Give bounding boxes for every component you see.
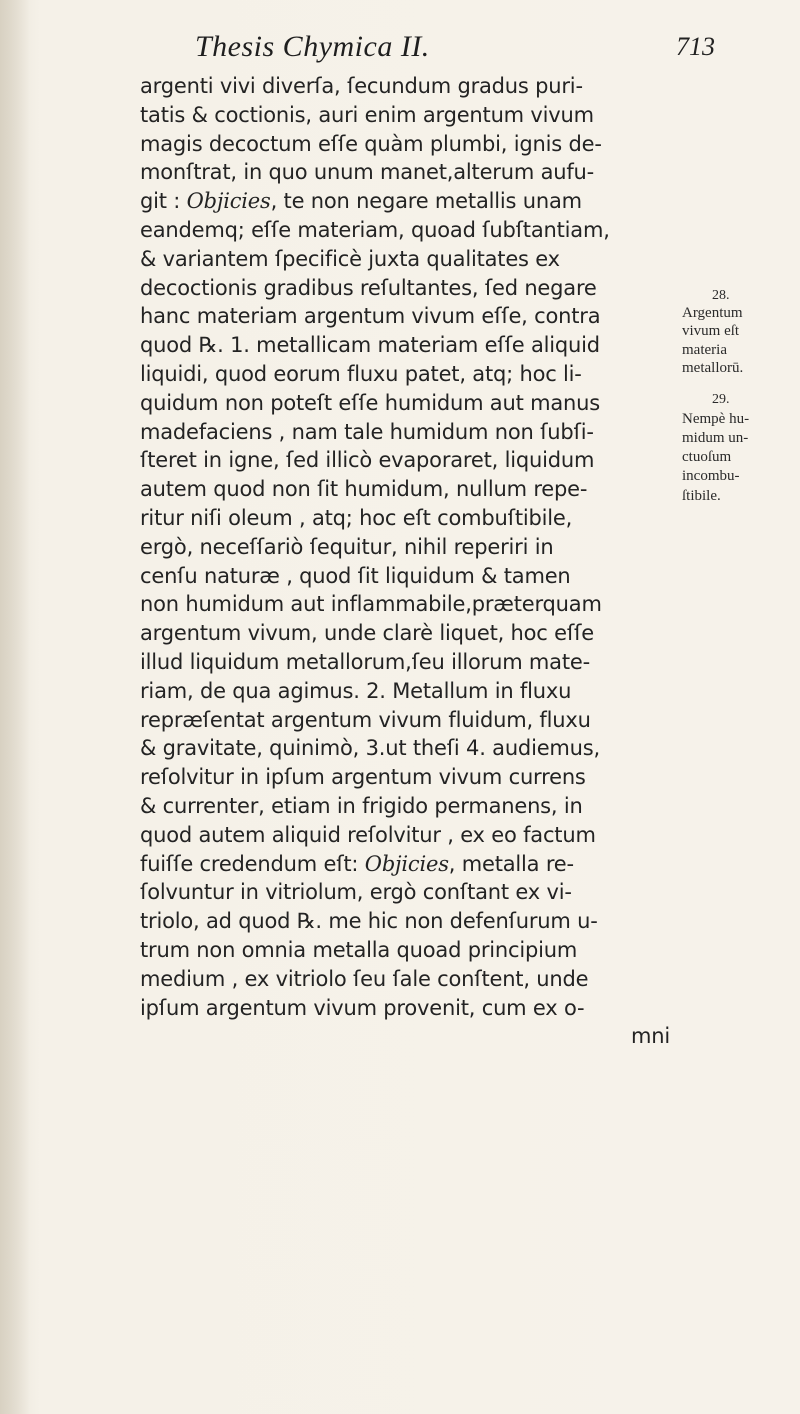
text-segment: liquidi, quod eorum fluxu patet, atq; hoc li- [140,361,582,386]
text-segment: hanc materiam argentum vivum eſſe, contra [140,304,601,329]
text-segment: argenti vivi diverſa, ſecundum gradus puri- [140,74,583,98]
text-segment: quidum non poteſt eſſe humidum aut manus [140,390,600,415]
text-segment: & currenter, etiam in frigido permanens, in [140,793,583,818]
text-segment: cenſu naturæ , quod ſit liquidum & tamen [140,563,571,588]
text-segment: autem quod non ſit humidum, nullum repe- [140,477,588,502]
margin-note: vivum eſt [682,323,740,339]
body-text [140,72,680,1051]
text-line [140,504,680,533]
text-segment: ſteret in igne, ſed illicò evaporaret, liquidum [140,448,595,473]
text-segment: illud liquidum metallorum,ſeu illorum mate- [140,649,590,674]
text-line [140,302,680,331]
text-segment: repræſentat argentum vivum fluidum, fluxu [140,707,591,732]
margin-note: Argentum [682,305,743,321]
margin-note: 29. [712,392,730,407]
text-line [140,878,680,907]
text-line [140,274,680,303]
text-line [140,821,680,850]
page-number: 713 [676,32,715,61]
text-line [140,562,680,591]
text-line [140,763,680,792]
text-line [140,187,680,216]
text-segment: magis decoctum eſſe quàm plumbi, ignis de- [140,131,602,156]
text-segment: mni [630,1024,670,1049]
italic-segment: Objicies [186,189,271,214]
text-line [140,850,680,879]
margin-note: midum un- [682,430,749,446]
text-line [140,619,680,648]
text-segment: fuiſſe credendum eſt: [140,851,365,876]
italic-segment: Objicies [364,851,449,876]
text-segment: quod ℞. 1. metallicam materiam eſſe aliquid [140,333,600,358]
text-line [140,360,680,389]
text-line [140,130,680,159]
margin-note: Nempè hu- [682,411,750,427]
text-segment: trum non omnia metalla quoad principium [140,937,578,962]
text-segment: ipſum argentum vivum provenit, cum ex o- [140,995,585,1020]
text-line [140,792,680,821]
text-segment: tatis & coctionis, auri enim argentum vivum [140,102,594,127]
text-line [140,734,680,763]
text-line [140,994,680,1023]
text-line [140,965,680,994]
text-segment: quod autem aliquid reſolvitur , ex eo factum [140,822,596,847]
text-line [140,1022,680,1051]
text-line [140,590,680,619]
text-line [140,101,680,130]
binding-shadow [0,0,30,1414]
text-line [140,936,680,965]
text-segment: ſolvuntur in vitriolum, ergò conſtant ex vi- [140,880,572,905]
text-segment: git : [140,189,187,214]
text-line [140,245,680,274]
text-line [140,677,680,706]
text-line [140,706,680,735]
text-segment: eandemq; eſſe materiam, quoad ſubſtantiam, [140,217,610,242]
text-segment: & variantem ſpecificè juxta qualitates ex [140,246,560,271]
text-segment: medium , ex vitriolo ſeu ſale conſtent, unde [140,966,589,991]
text-segment: reſolvitur in ipſum argentum vivum currens [140,765,586,790]
text-segment: madefaciens , nam tale humidum non ſubſi- [140,419,594,444]
text-line [140,216,680,245]
text-line [140,389,680,418]
text-segment: , te non negare metallis unam [270,189,582,214]
text-line [140,446,680,475]
text-segment: & gravitate, quinimò, 3.ut theſi 4. audiemus, [140,736,601,761]
text-line [140,648,680,677]
text-segment: ritur niſi oleum , atq; hoc eſt combuſtibile, [140,505,573,530]
margin-note: ſtibile. [682,488,721,504]
text-segment: argentum vivum, unde clarè liquet, hoc eſſe [140,621,594,646]
text-line [140,475,680,504]
text-segment: non humidum aut inflammabile,præterquam [140,592,602,617]
text-segment: , metalla re- [448,851,574,876]
margin-note: metallorū. [682,360,744,376]
text-line [140,331,680,360]
text-line [140,418,680,447]
text-segment: riam, de qua agimus. 2. Metallum in fluxu [140,678,572,703]
margin-note: ctuoſum [682,449,732,465]
text-segment: triolo, ad quod ℞. me hic non defenſurum u- [140,909,598,934]
margin-note: 28. [712,288,730,303]
page-header [195,30,755,70]
running-title: Thesis Chymica II. [195,30,430,63]
text-line [140,158,680,187]
margin-note: materia [682,342,727,358]
text-line [140,533,680,562]
text-segment: monſtrat, in quo unum manet,alterum aufu- [140,160,595,185]
text-line [140,72,680,101]
text-segment: ergò, neceſſariò ſequitur, nihil reperiri in [140,534,554,559]
text-segment: decoctionis gradibus reſultantes, ſed negare [140,275,597,300]
text-line [140,907,680,936]
margin-note: incombu- [682,468,740,484]
